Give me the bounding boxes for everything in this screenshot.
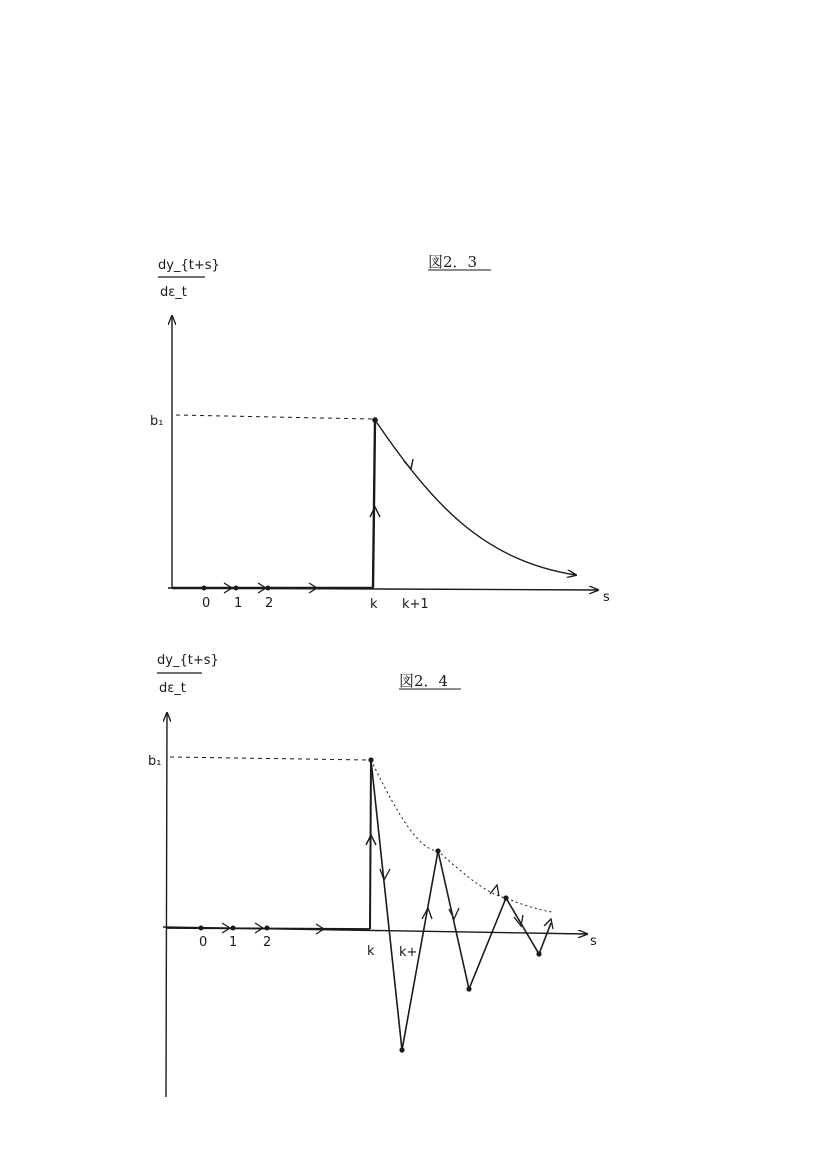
chart-2-point-k5 <box>536 951 541 956</box>
chart-2-b1-dashed-line <box>170 757 370 760</box>
chart-2-point-k4 <box>503 895 508 900</box>
chart-1-x-tick-k1: k+1 <box>402 597 429 612</box>
chart-1-y-tick-b1: b₁ <box>150 414 164 429</box>
chart-1-jump <box>373 420 375 588</box>
chart-2-x-tick-k1: k+ <box>399 945 418 960</box>
chart-1-point-1 <box>234 586 239 591</box>
chart-2-x-tick-0: 0 <box>199 935 208 950</box>
chart-1-x-tick-1: 1 <box>234 596 243 611</box>
chart-1-decay-curve <box>375 420 576 575</box>
chart-2-y-axis <box>166 713 167 1097</box>
chart-1 <box>150 253 610 612</box>
chart-1-decay-arrow <box>404 459 413 469</box>
chart-1-point-0 <box>202 586 207 591</box>
chart-1-x-tick-k: k <box>370 597 378 612</box>
chart-1-title: 図2．3 <box>428 253 478 271</box>
chart-2-x-tick-k: k <box>367 944 375 959</box>
chart-2-jump <box>370 760 371 929</box>
chart-1-ylabel-denominator: dε_t <box>160 285 187 300</box>
chart-2-osc-arrow-4 <box>490 885 499 896</box>
chart-2-point-k1 <box>399 1047 404 1052</box>
chart-2-ylabel-numerator: dy_{t+s} <box>157 653 219 668</box>
chart-2-title: 図2．4 <box>399 672 449 690</box>
chart-2-oscillation <box>371 760 551 1050</box>
chart-1-ylabel-numerator: dy_{t+s} <box>158 258 220 273</box>
chart-2-point-k2 <box>435 848 440 853</box>
chart-2-point-2 <box>265 926 270 931</box>
chart-2-ylabel-denominator: dε_t <box>159 681 186 696</box>
chart-2-envelope <box>371 760 552 912</box>
chart-1-x-axis-label: s <box>603 590 610 605</box>
chart-2-x-axis-label: s <box>590 934 597 949</box>
chart-2-x-tick-1: 1 <box>229 935 238 950</box>
chart-2-point-k <box>368 757 373 762</box>
chart-2-point-0 <box>199 926 204 931</box>
chart-2-point-1 <box>231 926 236 931</box>
chart-2-point-k3 <box>466 986 471 991</box>
chart-2-y-tick-b1: b₁ <box>148 754 162 769</box>
chart-1-x-tick-2: 2 <box>265 596 274 611</box>
chart-2 <box>148 653 597 1097</box>
chart-1-b1-dashed-line <box>176 415 372 419</box>
chart-1-x-tick-0: 0 <box>202 596 211 611</box>
chart-2-osc-arrow-1 <box>380 869 390 880</box>
chart-2-x-tick-2: 2 <box>263 935 272 950</box>
